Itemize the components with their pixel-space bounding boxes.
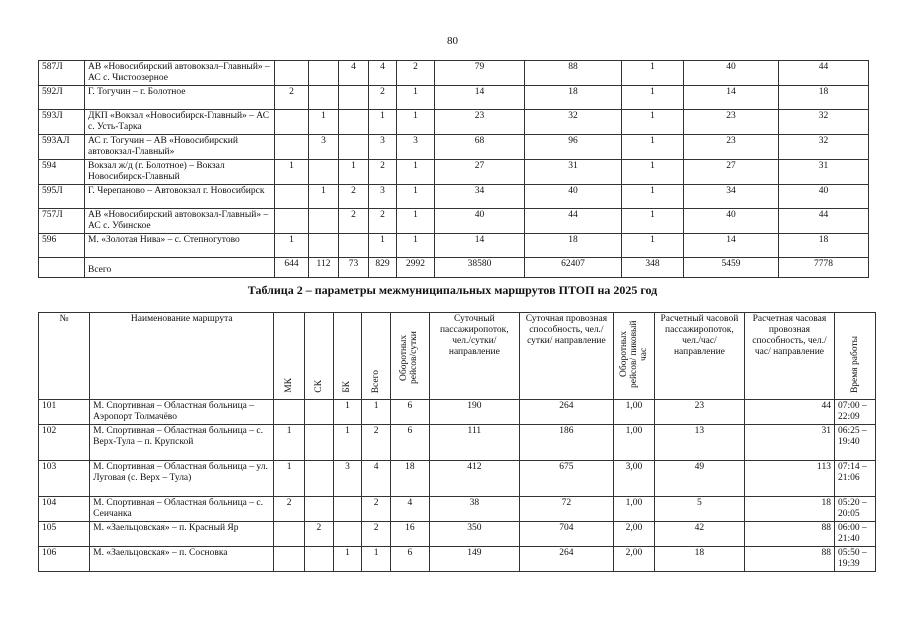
cell-pax: 14 (435, 86, 525, 110)
cell-name: Г. Тогучин – г. Болотное (85, 86, 275, 110)
cell-bk: 2 (339, 185, 369, 209)
cell-hour-cap: 32 (779, 110, 869, 135)
cell-peak-turn: 1 (622, 185, 684, 209)
header-pax: Суточный пассажиропоток, чел./сутки/ направление (429, 313, 519, 400)
cell-hour-pax: 23 (684, 135, 779, 160)
table-row (39, 61, 869, 86)
cell-peak-turn: 1 (622, 234, 684, 258)
cell-hour-cap: 40 (779, 185, 869, 209)
cell-name: АВ «Новосибирский автовокзал-Главный» – АС с. Убинское (85, 209, 275, 234)
cell-pax: 68 (435, 135, 525, 160)
header-hour-pax: Расчетный часовой пассажиропоток, чел./час/ направление (654, 313, 744, 400)
cell-cap: 44 (525, 209, 622, 234)
cell-hour-cap: 44 (779, 209, 869, 234)
table-row (39, 185, 869, 209)
cell-peak-turn: 1 (622, 135, 684, 160)
cell-hour-cap: 44 (744, 400, 834, 425)
cell-time: 07:14 – 21:06 (834, 461, 875, 497)
cell-total: 2 (369, 209, 397, 234)
cell-hour-cap: 88 (744, 522, 834, 547)
cell-turnover: 16 (390, 522, 429, 547)
cell-turnover: 1 (397, 209, 435, 234)
cell-num: 103 (39, 461, 90, 497)
cell-peak-turn: 1,00 (613, 425, 654, 461)
cell-bk: 1 (339, 160, 369, 185)
cell-hour-pax: 5 (654, 497, 744, 522)
cell-total: 2 (362, 522, 391, 547)
intermunicipal-routes-table (38, 312, 876, 572)
cell-mk (275, 209, 309, 234)
header-mk: МК (274, 313, 305, 400)
table-row (39, 135, 869, 160)
cell-hour-cap: 18 (779, 86, 869, 110)
table-row (39, 234, 869, 258)
cell-hour-pax: 18 (654, 547, 744, 572)
cell-mk: 1 (274, 461, 305, 497)
table-row (39, 547, 876, 572)
cell-sk: 3 (309, 135, 339, 160)
table-row (39, 425, 876, 461)
cell-mk: 2 (274, 497, 305, 522)
cell-name: ДКП «Вокзал «Новосибирск-Главный» – АС с. Усть-Тарка (85, 110, 275, 135)
table-row (39, 497, 876, 522)
cell-peak-turn: 2,00 (613, 522, 654, 547)
cell-peak-turn: 1,00 (613, 400, 654, 425)
cell-num: 757Л (39, 209, 85, 234)
cell-turnover: 1 (397, 110, 435, 135)
cell-mk (274, 522, 305, 547)
cell-cap: 96 (525, 135, 622, 160)
cell-peak-turn: 1,00 (613, 497, 654, 522)
cell-mk (275, 135, 309, 160)
cell-total: 3 (369, 185, 397, 209)
cell-num: 101 (39, 400, 90, 425)
total-pax: 38580 (435, 258, 525, 278)
cell-num: 587Л (39, 61, 85, 86)
cell-total: 1 (369, 110, 397, 135)
cell-pax: 111 (429, 425, 519, 461)
cell-hour-pax: 40 (684, 209, 779, 234)
cell-hour-cap: 18 (744, 497, 834, 522)
cell-bk (339, 86, 369, 110)
cell-name: М. «Заельцовская» – п. Красный Яр (90, 522, 274, 547)
table-row (39, 522, 876, 547)
cell-bk (333, 522, 362, 547)
cell-bk: 1 (333, 547, 362, 572)
cell-cap: 18 (525, 234, 622, 258)
cell-num: 592Л (39, 86, 85, 110)
cell-hour-pax: 23 (684, 110, 779, 135)
cell-cap: 40 (525, 185, 622, 209)
cell-bk: 3 (333, 461, 362, 497)
cell-sk (309, 234, 339, 258)
cell-sk (305, 547, 334, 572)
cell-num: 102 (39, 425, 90, 461)
cell-pax: 79 (435, 61, 525, 86)
cell-turnover: 6 (390, 400, 429, 425)
cell-mk: 2 (275, 86, 309, 110)
header-total: Всего (362, 313, 391, 400)
cell-cap: 186 (519, 425, 613, 461)
cell-turnover: 1 (397, 86, 435, 110)
routes-table-continued (38, 60, 869, 278)
cell-turnover: 6 (390, 547, 429, 572)
cell-sk (309, 86, 339, 110)
cell-total: 1 (362, 400, 391, 425)
cell-pax: 412 (429, 461, 519, 497)
cell-sk (305, 461, 334, 497)
cell-empty (39, 258, 85, 278)
cell-sk (309, 209, 339, 234)
cell-sk (305, 425, 334, 461)
cell-sk: 1 (309, 185, 339, 209)
header-bk: БК (333, 313, 362, 400)
total-label: Всего (85, 258, 275, 278)
cell-peak-turn: 1 (622, 61, 684, 86)
cell-turnover: 18 (390, 461, 429, 497)
cell-bk: 1 (333, 400, 362, 425)
cell-hour-cap: 18 (779, 234, 869, 258)
cell-cap: 88 (525, 61, 622, 86)
cell-num: 593АЛ (39, 135, 85, 160)
cell-pax: 14 (435, 234, 525, 258)
cell-name: М. Спортивная – Областная больница – Аэропорт Толмачёво (90, 400, 274, 425)
header-num: № (39, 313, 90, 400)
cell-num: 596 (39, 234, 85, 258)
cell-num: 105 (39, 522, 90, 547)
total-hour-pax: 5459 (684, 258, 779, 278)
table2-title: Таблица 2 – параметры межмуниципальных маршрутов ПТОП на 2025 год (247, 283, 658, 297)
cell-hour-pax: 42 (654, 522, 744, 547)
header-peak-turn: Оборотных рейсов/ пиковый час (613, 313, 654, 400)
cell-bk: 4 (339, 61, 369, 86)
cell-peak-turn: 1 (622, 160, 684, 185)
total-hour-cap: 7778 (779, 258, 869, 278)
cell-cap: 18 (525, 86, 622, 110)
cell-name: АВ «Новосибирский автовокзал–Главный» – АС с. Чистоозерное (85, 61, 275, 86)
cell-mk: 1 (275, 234, 309, 258)
cell-turnover: 1 (397, 234, 435, 258)
header-hour-cap: Расчетная часовая провозная способность, чел./час/ направление (744, 313, 834, 400)
cell-mk (274, 547, 305, 572)
cell-mk (275, 185, 309, 209)
cell-pax: 40 (435, 209, 525, 234)
cell-num: 593Л (39, 110, 85, 135)
cell-total: 2 (369, 160, 397, 185)
cell-name: М. Спортивная – Областная больница – с. Сеичанка (90, 497, 274, 522)
cell-name: М. Спортивная – Областная больница – ул. Луговая (с. Верх – Тула) (90, 461, 274, 497)
cell-name: М. «Заельцовская» – п. Сосновка (90, 547, 274, 572)
cell-mk: 1 (275, 160, 309, 185)
page-number: 80 (447, 35, 458, 47)
cell-total: 1 (369, 234, 397, 258)
total-row (39, 258, 869, 278)
cell-turnover: 6 (390, 425, 429, 461)
cell-hour-pax: 49 (654, 461, 744, 497)
cell-sk (309, 61, 339, 86)
cell-pax: 38 (429, 497, 519, 522)
cell-turnover: 3 (397, 135, 435, 160)
cell-time: 07:00 – 22:09 (834, 400, 875, 425)
header-cap: Суточная провозная способность, чел./сутки/ направление (519, 313, 613, 400)
total-bk: 73 (339, 258, 369, 278)
cell-name: Вокзал ж/д (г. Болотное) – Вокзал Новосибирск-Главный (85, 160, 275, 185)
cell-hour-pax: 27 (684, 160, 779, 185)
cell-turnover: 1 (397, 160, 435, 185)
cell-sk: 1 (309, 110, 339, 135)
cell-sk: 2 (305, 522, 334, 547)
cell-bk (333, 497, 362, 522)
table-row (39, 461, 876, 497)
cell-hour-pax: 40 (684, 61, 779, 86)
cell-sk (305, 400, 334, 425)
cell-pax: 34 (435, 185, 525, 209)
cell-mk (275, 61, 309, 86)
cell-sk (305, 497, 334, 522)
table-row (39, 160, 869, 185)
total-cap: 62407 (525, 258, 622, 278)
cell-total: 2 (369, 86, 397, 110)
cell-time: 06:25 – 19:40 (834, 425, 875, 461)
cell-pax: 23 (435, 110, 525, 135)
cell-cap: 675 (519, 461, 613, 497)
cell-hour-cap: 88 (744, 547, 834, 572)
cell-total: 3 (369, 135, 397, 160)
cell-hour-pax: 14 (684, 234, 779, 258)
cell-peak-turn: 2,00 (613, 547, 654, 572)
header-name: Наименование маршрута (90, 313, 274, 400)
cell-total: 2 (362, 425, 391, 461)
cell-cap: 704 (519, 522, 613, 547)
total-peak-turn: 348 (622, 258, 684, 278)
total-sk: 112 (309, 258, 339, 278)
cell-total: 1 (362, 547, 391, 572)
cell-turnover: 1 (397, 185, 435, 209)
cell-cap: 31 (525, 160, 622, 185)
cell-num: 106 (39, 547, 90, 572)
cell-bk: 1 (333, 425, 362, 461)
cell-hour-cap: 31 (744, 425, 834, 461)
cell-num: 595Л (39, 185, 85, 209)
cell-mk: 1 (274, 425, 305, 461)
cell-num: 594 (39, 160, 85, 185)
cell-cap: 264 (519, 547, 613, 572)
cell-hour-cap: 32 (779, 135, 869, 160)
cell-time: 06:00 – 21:40 (834, 522, 875, 547)
cell-mk (275, 110, 309, 135)
total-mk: 644 (275, 258, 309, 278)
cell-hour-cap: 44 (779, 61, 869, 86)
cell-sk (309, 160, 339, 185)
table-row (39, 209, 869, 234)
cell-bk (339, 234, 369, 258)
cell-num: 104 (39, 497, 90, 522)
header-turnover: Оборотных рейсов/сутки (390, 313, 429, 400)
cell-turnover: 4 (390, 497, 429, 522)
header-sk: СК (305, 313, 334, 400)
cell-hour-pax: 13 (654, 425, 744, 461)
cell-mk (274, 400, 305, 425)
cell-cap: 264 (519, 400, 613, 425)
cell-turnover: 2 (397, 61, 435, 86)
cell-name: М. Спортивная – Областная больница – с. Верх-Тула – п. Крупской (90, 425, 274, 461)
cell-name: АС г. Тогучин – АВ «Новосибирский автовокзал-Главный» (85, 135, 275, 160)
table-row (39, 400, 876, 425)
table-row (39, 110, 869, 135)
cell-total: 2 (362, 497, 391, 522)
cell-bk (339, 110, 369, 135)
cell-pax: 190 (429, 400, 519, 425)
cell-bk (339, 135, 369, 160)
cell-bk: 2 (339, 209, 369, 234)
cell-cap: 32 (525, 110, 622, 135)
total-total: 829 (369, 258, 397, 278)
cell-time: 05:20 – 20:05 (834, 497, 875, 522)
cell-hour-cap: 31 (779, 160, 869, 185)
cell-peak-turn: 3,00 (613, 461, 654, 497)
header-time: Время работы (834, 313, 875, 400)
cell-name: М. «Золотая Нива» – с. Степногутово (85, 234, 275, 258)
cell-hour-cap: 113 (744, 461, 834, 497)
cell-cap: 72 (519, 497, 613, 522)
cell-pax: 27 (435, 160, 525, 185)
table-row (39, 86, 869, 110)
cell-time: 05:50 – 19:39 (834, 547, 875, 572)
cell-hour-pax: 34 (684, 185, 779, 209)
cell-peak-turn: 1 (622, 86, 684, 110)
cell-hour-pax: 23 (654, 400, 744, 425)
cell-hour-pax: 14 (684, 86, 779, 110)
cell-peak-turn: 1 (622, 110, 684, 135)
total-turnover: 2992 (397, 258, 435, 278)
cell-pax: 149 (429, 547, 519, 572)
cell-total: 4 (362, 461, 391, 497)
cell-name: Г. Черепаново – Автовокзал г. Новосибирск (85, 185, 275, 209)
cell-pax: 350 (429, 522, 519, 547)
cell-total: 4 (369, 61, 397, 86)
cell-peak-turn: 1 (622, 209, 684, 234)
